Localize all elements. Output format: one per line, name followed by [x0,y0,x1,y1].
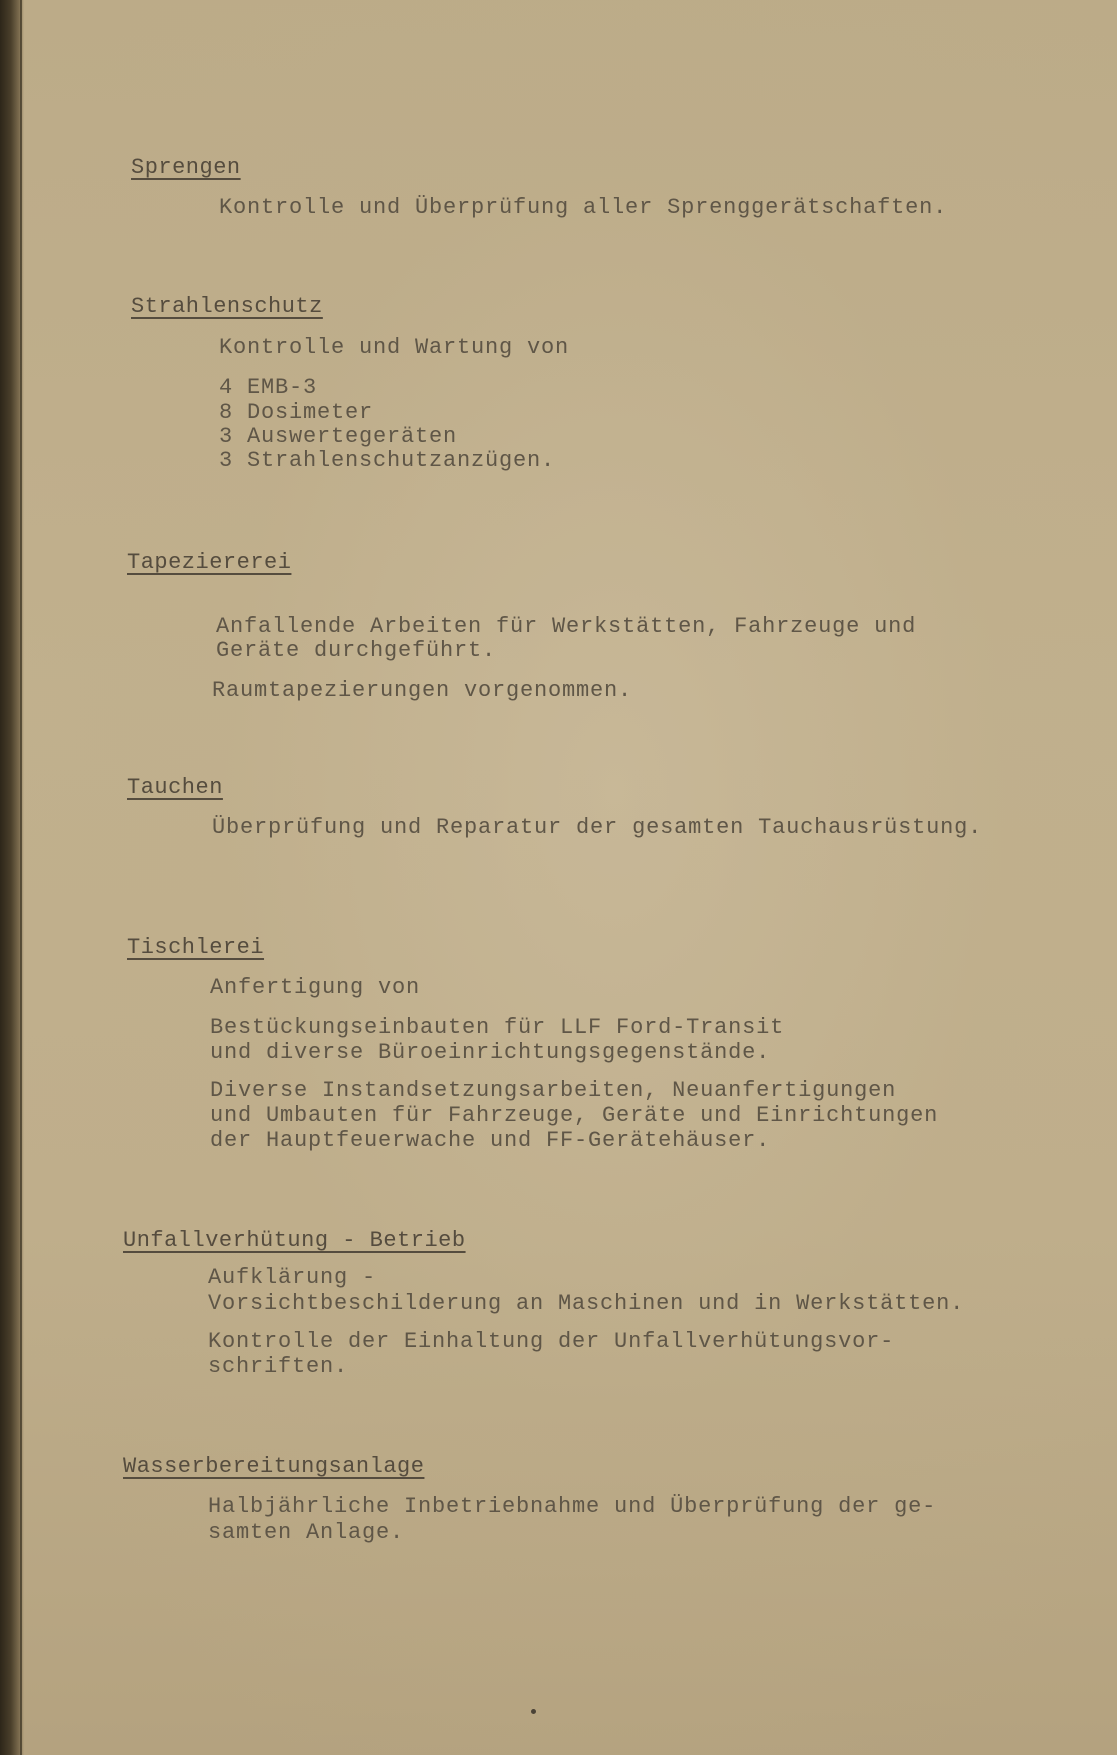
section-line: Raumtapezierungen vorgenommen. [212,678,633,703]
section-line: Kontrolle und Wartung von [219,335,570,360]
binding-edge [20,0,22,1755]
section-heading-strahlenschutz: Strahlenschutz [131,294,323,319]
section-heading-sprengen: Sprengen [131,155,241,180]
section-line: und Umbauten für Fahrzeuge, Geräte und Einrichtungen [210,1103,939,1128]
section-line: schriften. [208,1354,349,1379]
section-heading-tapeziererei: Tapeziererei [127,550,292,575]
section-line: 3 Auswertegeräten [219,424,458,449]
section-line: samten Anlage. [208,1520,405,1545]
section-line: Kontrolle und Überprüfung aller Sprenggerätschaften. [219,195,948,220]
section-line: 8 Dosimeter [219,400,374,425]
section-line: Aufklärung - [208,1265,377,1290]
section-line: 3 Strahlenschutzanzügen. [219,448,556,473]
section-heading-unfallverhuetung: Unfallverhütung - Betrieb [123,1228,466,1253]
section-line: Geräte durchgeführt. [216,638,497,663]
section-heading-wasserbereitungsanlage: Wasserbereitungsanlage [123,1454,425,1479]
section-line: Überprüfung und Reparatur der gesamten Tauchausrüstung. [212,815,983,840]
section-line: und diverse Büroeinrichtungsgegenstände. [210,1040,771,1065]
section-line: Diverse Instandsetzungsarbeiten, Neuanfertigungen [210,1078,897,1103]
section-line: Bestückungseinbauten für LLF Ford-Transit [210,1015,785,1040]
section-line: der Hauptfeuerwache und FF-Gerätehäuser. [210,1128,771,1153]
section-heading-tauchen: Tauchen [127,775,223,800]
section-heading-tischlerei: Tischlerei [127,935,265,960]
section-line: Kontrolle der Einhaltung der Unfallverhütungsvor- [208,1329,895,1354]
section-line: 4 EMB-3 [219,375,318,400]
section-line: Vorsichtbeschilderung an Maschinen und in Werkstätten. [208,1291,965,1316]
section-line: Anfertigung von [210,975,421,1000]
page-mark [531,1709,536,1714]
section-line: Halbjährliche Inbetriebnahme und Überprüfung der ge- [208,1494,937,1519]
section-line: Anfallende Arbeiten für Werkstätten, Fahrzeuge und [216,614,917,639]
